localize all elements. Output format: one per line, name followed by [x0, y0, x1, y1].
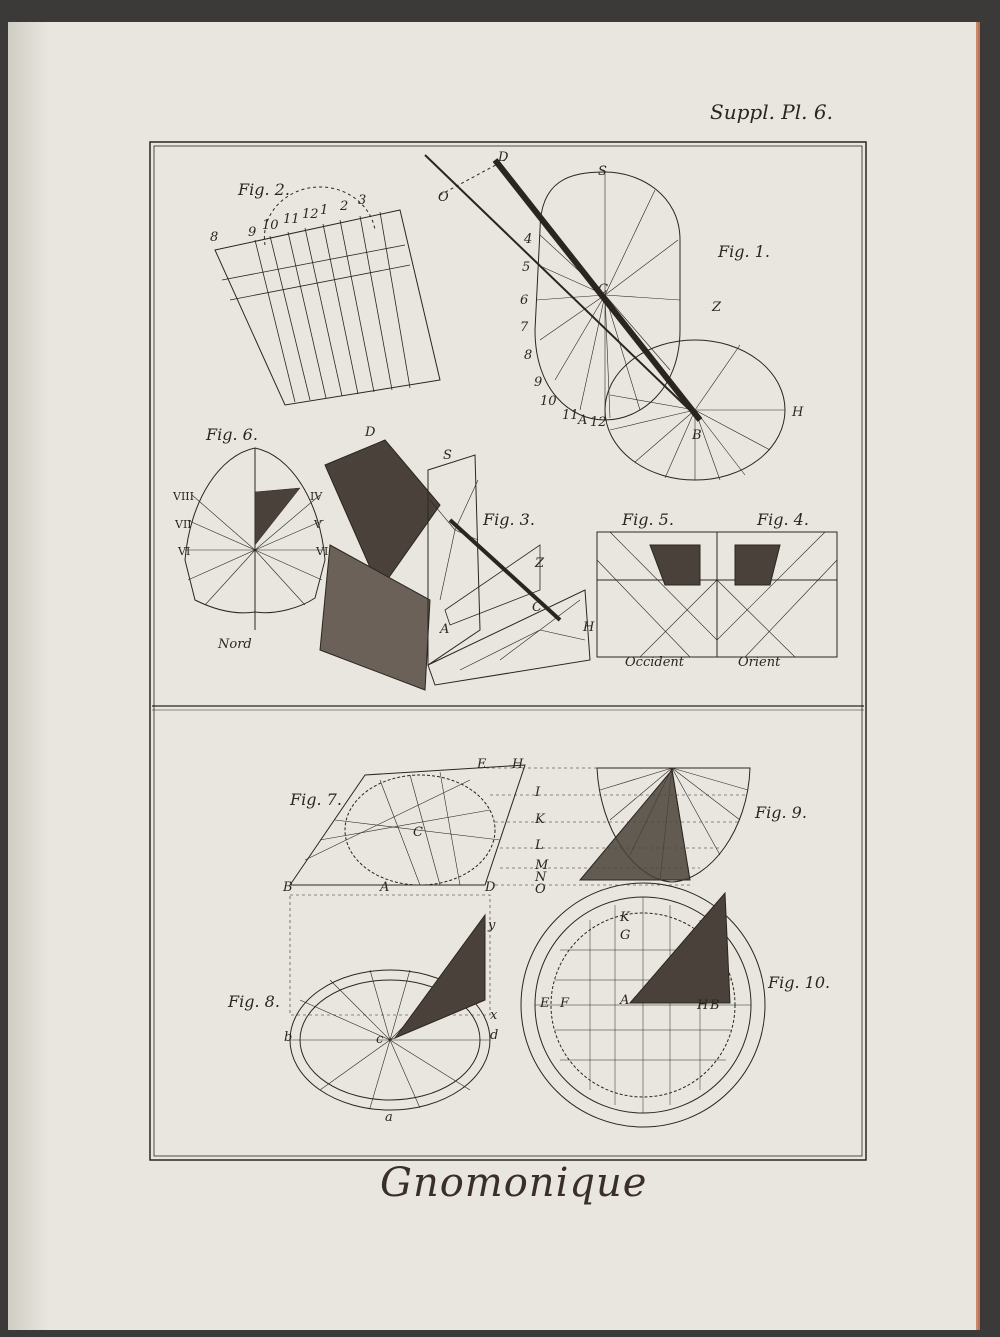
fig3-letter: C — [532, 600, 542, 615]
fig1-letter-c: C — [598, 282, 608, 297]
fig10-letter: F — [560, 996, 570, 1011]
fig1-letter-o: O — [438, 190, 449, 205]
fig7-letter: B — [283, 880, 293, 895]
fig7-letter: K — [535, 812, 545, 827]
fig7-letter: M — [535, 858, 549, 873]
fig3-letter: Z — [535, 556, 545, 571]
fig1-hour: 9 — [534, 375, 543, 390]
fig6-hour-left: VI — [178, 545, 191, 558]
fig1-hour: 4 — [524, 232, 533, 247]
fig6-diagram — [185, 448, 325, 630]
fig3-diagram — [320, 440, 590, 690]
fig6-north: Nord — [218, 637, 252, 652]
fig9-label: Fig. 9. — [755, 803, 807, 822]
fig10-letter: G — [620, 928, 631, 943]
fig1-hour: 7 — [520, 320, 529, 335]
fig10-letter: H — [697, 998, 709, 1013]
fig8-letter: y — [488, 918, 496, 933]
fig4-label: Fig. 4. — [757, 510, 809, 529]
fig8-diagram — [290, 895, 490, 1110]
fig8-label: Fig. 8. — [228, 992, 280, 1011]
plate-reference: Suppl. Pl. 6. — [710, 100, 833, 124]
fig7-letter: C — [413, 825, 423, 840]
fig10-letter: B — [710, 998, 720, 1013]
fig6-hour-right: VI — [316, 545, 329, 558]
fig7-letter: H — [512, 757, 524, 772]
fig6-hour-right: IV — [310, 490, 323, 503]
fig5-east: Orient — [738, 655, 781, 670]
fig6-hour-left: VII — [175, 518, 192, 531]
fig2-hour: 10 — [262, 218, 279, 233]
fig1-letter-b: B — [692, 428, 702, 443]
fig45-diagram — [597, 532, 837, 657]
fig2-hour: 11 — [283, 212, 300, 227]
fig2-hour: 3 — [358, 193, 367, 208]
fig2-hour: 12 — [302, 207, 319, 222]
fig1-letter-s: S — [598, 164, 607, 179]
fig7-letter: E — [477, 757, 487, 772]
fig7-letter: L — [535, 838, 544, 853]
fig1-hour: 10 — [540, 394, 557, 409]
fig7-letter: O — [535, 882, 546, 897]
fig3-letter: A — [440, 622, 450, 637]
fig10-letter: K — [620, 910, 630, 925]
fig7-letter: I — [535, 785, 541, 800]
fig7-letter: D — [485, 880, 496, 895]
fig1-hour: 6 — [520, 293, 529, 308]
fig1-letter-h: H — [792, 405, 804, 420]
fig3-label: Fig. 3. — [483, 510, 535, 529]
fig1-letter-a: A — [578, 413, 588, 428]
fig7-letter: A — [380, 880, 390, 895]
fig2-diagram — [215, 187, 440, 405]
fig1-hour: 8 — [524, 348, 533, 363]
fig3-letter: D — [365, 425, 376, 440]
fig5-west: Occident — [625, 655, 684, 670]
fig1-letter-z: Z — [712, 300, 722, 315]
fig2-label: Fig. 2. — [238, 180, 290, 199]
fig2-hour: 1 — [320, 203, 329, 218]
fig2-hour: 8 — [210, 230, 219, 245]
fig10-diagram — [521, 883, 765, 1127]
fig1-label: Fig. 1. — [718, 242, 770, 261]
fig1-hour: 12 — [590, 415, 607, 430]
fig6-label: Fig. 6. — [206, 425, 258, 444]
fig8-letter: d — [490, 1028, 499, 1043]
fig7-label: Fig. 7. — [290, 790, 342, 809]
fig1-diagram — [425, 155, 785, 480]
fig9-diagram — [580, 768, 750, 882]
fig5-label: Fig. 5. — [622, 510, 674, 529]
fig8-letter: b — [284, 1030, 293, 1045]
fig8-letter: x — [490, 1008, 498, 1023]
fig6-hour-right: V — [314, 518, 322, 531]
fig10-letter: A — [620, 993, 630, 1008]
fig1-hour: 11 — [562, 408, 579, 423]
fig1-letter-d: D — [498, 150, 509, 165]
fig3-letter: S — [443, 448, 452, 463]
fig6-hour-left: VIII — [173, 490, 194, 503]
fig7-letter: N — [535, 870, 547, 885]
fig2-hour: 2 — [340, 199, 349, 214]
fig10-label: Fig. 10. — [768, 973, 831, 992]
fig2-hour: 9 — [248, 225, 257, 240]
fig1-hour: 5 — [522, 260, 531, 275]
fig8-letter: c — [376, 1032, 384, 1047]
fig10-letter: E — [540, 996, 550, 1011]
plate-title: Gnomonique — [380, 1160, 648, 1206]
fig3-letter: H — [583, 620, 595, 635]
fig8-letter: a — [385, 1110, 393, 1125]
